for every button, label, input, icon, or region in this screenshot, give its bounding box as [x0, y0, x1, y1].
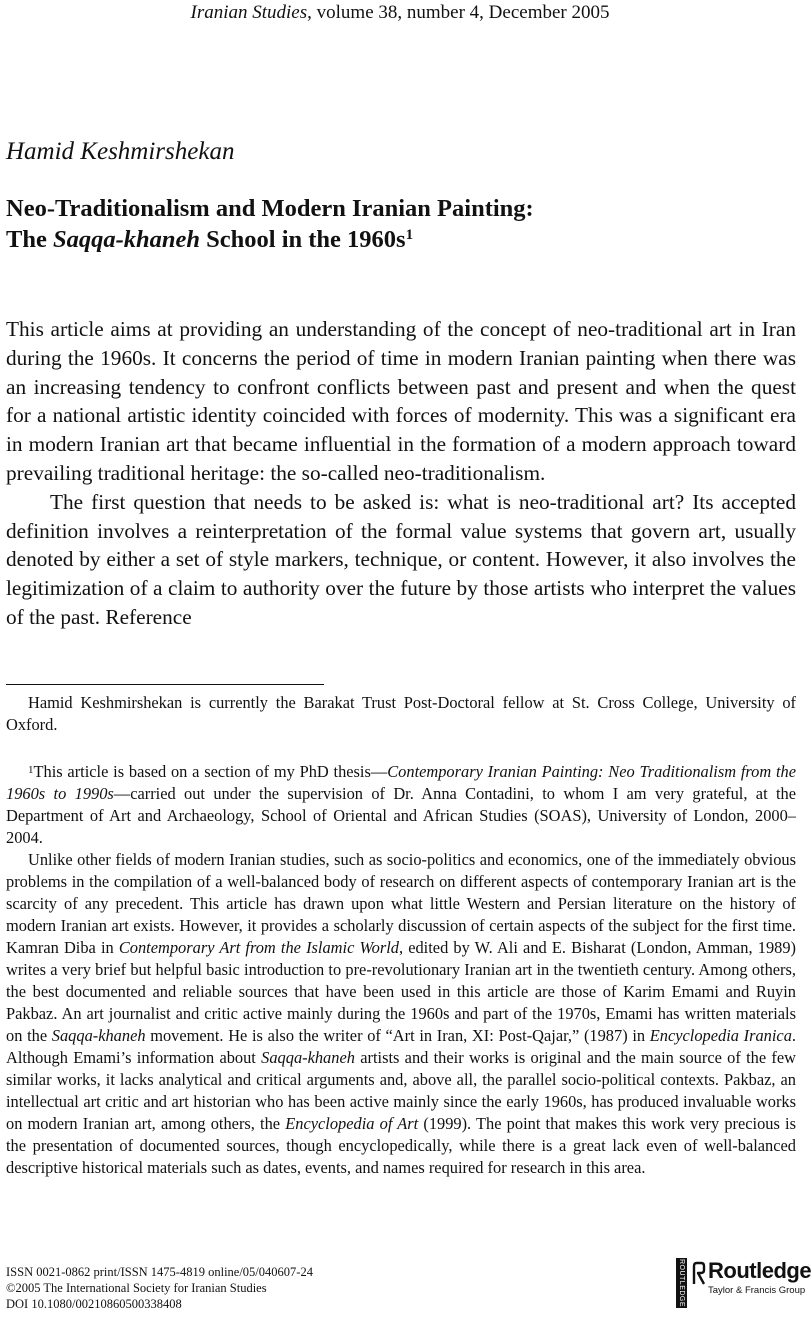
footnote-1-text-b: —carried out under the supervision of Dr. Anna Contadini, to whom I am very grateful, at the Department of Art and Archaeology, School of Oriental and African Studies (SOAS), University of London, 2000–2004.: [6, 784, 797, 847]
fn-cont-a: Unlike other fields of modern Iranian studies, such as socio-politics and economics, one of the immediately obvious problems in the compilation of a well-balanced body of research on different aspects of contemporary Iranian art is the scarcity of any precedent. This article has drawn upon what little Western and Persian literature on the history of modern Iranian art exists. However, it provides a scholarly discussion of certain aspects of the subject for the first time. Kamran Diba in: [6, 850, 796, 957]
footnote-1-text-a: This article is based on a section of my PhD thesis—: [33, 762, 388, 781]
footnote-1-mark: 1: [28, 764, 34, 776]
fn-cont-em-1: Saqqa-khaneh: [51, 1026, 146, 1045]
publisher-name: Routledge: [708, 1258, 811, 1283]
copyright-line: ©2005 The International Society for Iranian Studies: [6, 1281, 267, 1295]
body-paragraph-1: This article aims at providing an understanding of the concept of neo-traditional art in Iran during the 1960s. It concerns the period of time in modern Iranian painting when there was an increasing tendency to confront conflicts between past and present and when the quest for a national artistic identity coincided with forces of modernity. This was a significant era in modern Iranian art that became influential in the formation of a modern approach toward prevailing traditional heritage: the so-called neo-traditionalism.: [6, 317, 796, 485]
body-paragraph-2: The first question that needs to be asked is: what is neo-traditional art? Its accepted definition involves a reinterpretation of the formal value systems that govern art, usually denoted by either a set of style markers, technique, or content. However, it also involves the legitimization of a claim to authority over the future by those artists who interpret the values of the past. Reference: [6, 489, 796, 629]
running-head: [0, 0, 800, 26]
fn-cont-c: , edited by W. Ali and E. Bisharat (London, Amman, 1989) writes a very brief but helpful basic introduction to pre-revolutionary Iranian art in the twentieth century. Among others, the best documented and reliable sources that have been used in this article are those of Karim Emami and Ruyin Pakbaz. An art journalist and critic active mainly during the 1960s and part of the 1970s, Emami has written materials on the: [6, 938, 796, 1045]
title-line-1: Neo-Traditionalism and Modern Iranian Painting:: [6, 195, 534, 222]
fn-cont-k: (1999). The point that makes this work very precious is the presentation of documented sources, though encyclopedically, while there is a great lack even of well-balanced descriptive historical materials such as dates, events, and names required for research in this area.: [6, 1114, 796, 1177]
footnote-1-para-2: [6, 849, 796, 1179]
publisher-group: Taylor & Francis Group: [708, 1285, 806, 1296]
footnote-divider: [6, 684, 324, 685]
affiliation-text: Hamid Keshmirshekan is currently the Barakat Trust Post-Doctoral fellow at St. Cross College, University of Oxford.: [6, 693, 796, 734]
issue-details: , volume 38, number 4, December 2005: [307, 2, 610, 23]
issn-line: ISSN 0021-0862 print/ISSN 1475-4819 online/05/040607-24: [6, 1265, 313, 1279]
fn-cont-i: artists and their works is original and the main source of the few similar works, it lacks analytical and critical arguments and, above all, the parallel socio-political contexts. Pakbaz, an intellectual art critic and art historian who has been active mainly since the early 1960s, has produced invaluable works on modern Iranian art, among others, the: [6, 1048, 796, 1133]
page-footer: [6, 1264, 313, 1312]
article-body: [6, 315, 796, 632]
article-title: [6, 193, 796, 255]
footnote-1-para-1: [6, 761, 796, 849]
journal-name: Iranian Studies: [190, 2, 308, 23]
doi-line: DOI 10.1080/00210860500338408: [6, 1297, 182, 1311]
title-line-2-post: School in the 1960s: [200, 226, 406, 253]
fn-cont-g: . Although Emami’s information about: [6, 1026, 797, 1067]
logo-stripe: [676, 1258, 687, 1308]
fn-cont-em-2: Saqqa-khaneh: [261, 1048, 355, 1067]
logo-stripe-text: ROUTLEDGE: [678, 1258, 685, 1308]
fn-cont-book-title: Contemporary Art from the Islamic World: [118, 938, 399, 957]
fn-cont-e: movement. He is also the writer of “Art in Iran, XI: Post-Qajar,” (1987) in: [145, 1026, 650, 1045]
author-name: Hamid Keshmirshekan: [6, 138, 235, 165]
title-footnote-mark: 1: [405, 227, 414, 243]
author-affiliation-note: [6, 692, 796, 736]
title-school-name: Saqqa-khaneh: [52, 226, 201, 253]
footnote-1: [6, 761, 796, 1179]
fn-cont-encyclopedia-of-art: Encyclopedia of Art: [285, 1114, 419, 1133]
fn-cont-encyclopedia-iranica: Encyclopedia Iranica: [649, 1026, 792, 1045]
thesis-title: Contemporary Iranian Painting: Neo Traditionalism from the 1960s to 1990s: [6, 762, 796, 803]
title-line-2: [6, 224, 796, 255]
routledge-logo: [676, 1256, 811, 1312]
title-line-2-pre: The: [6, 226, 53, 253]
routledge-mark-icon: [692, 1262, 706, 1286]
